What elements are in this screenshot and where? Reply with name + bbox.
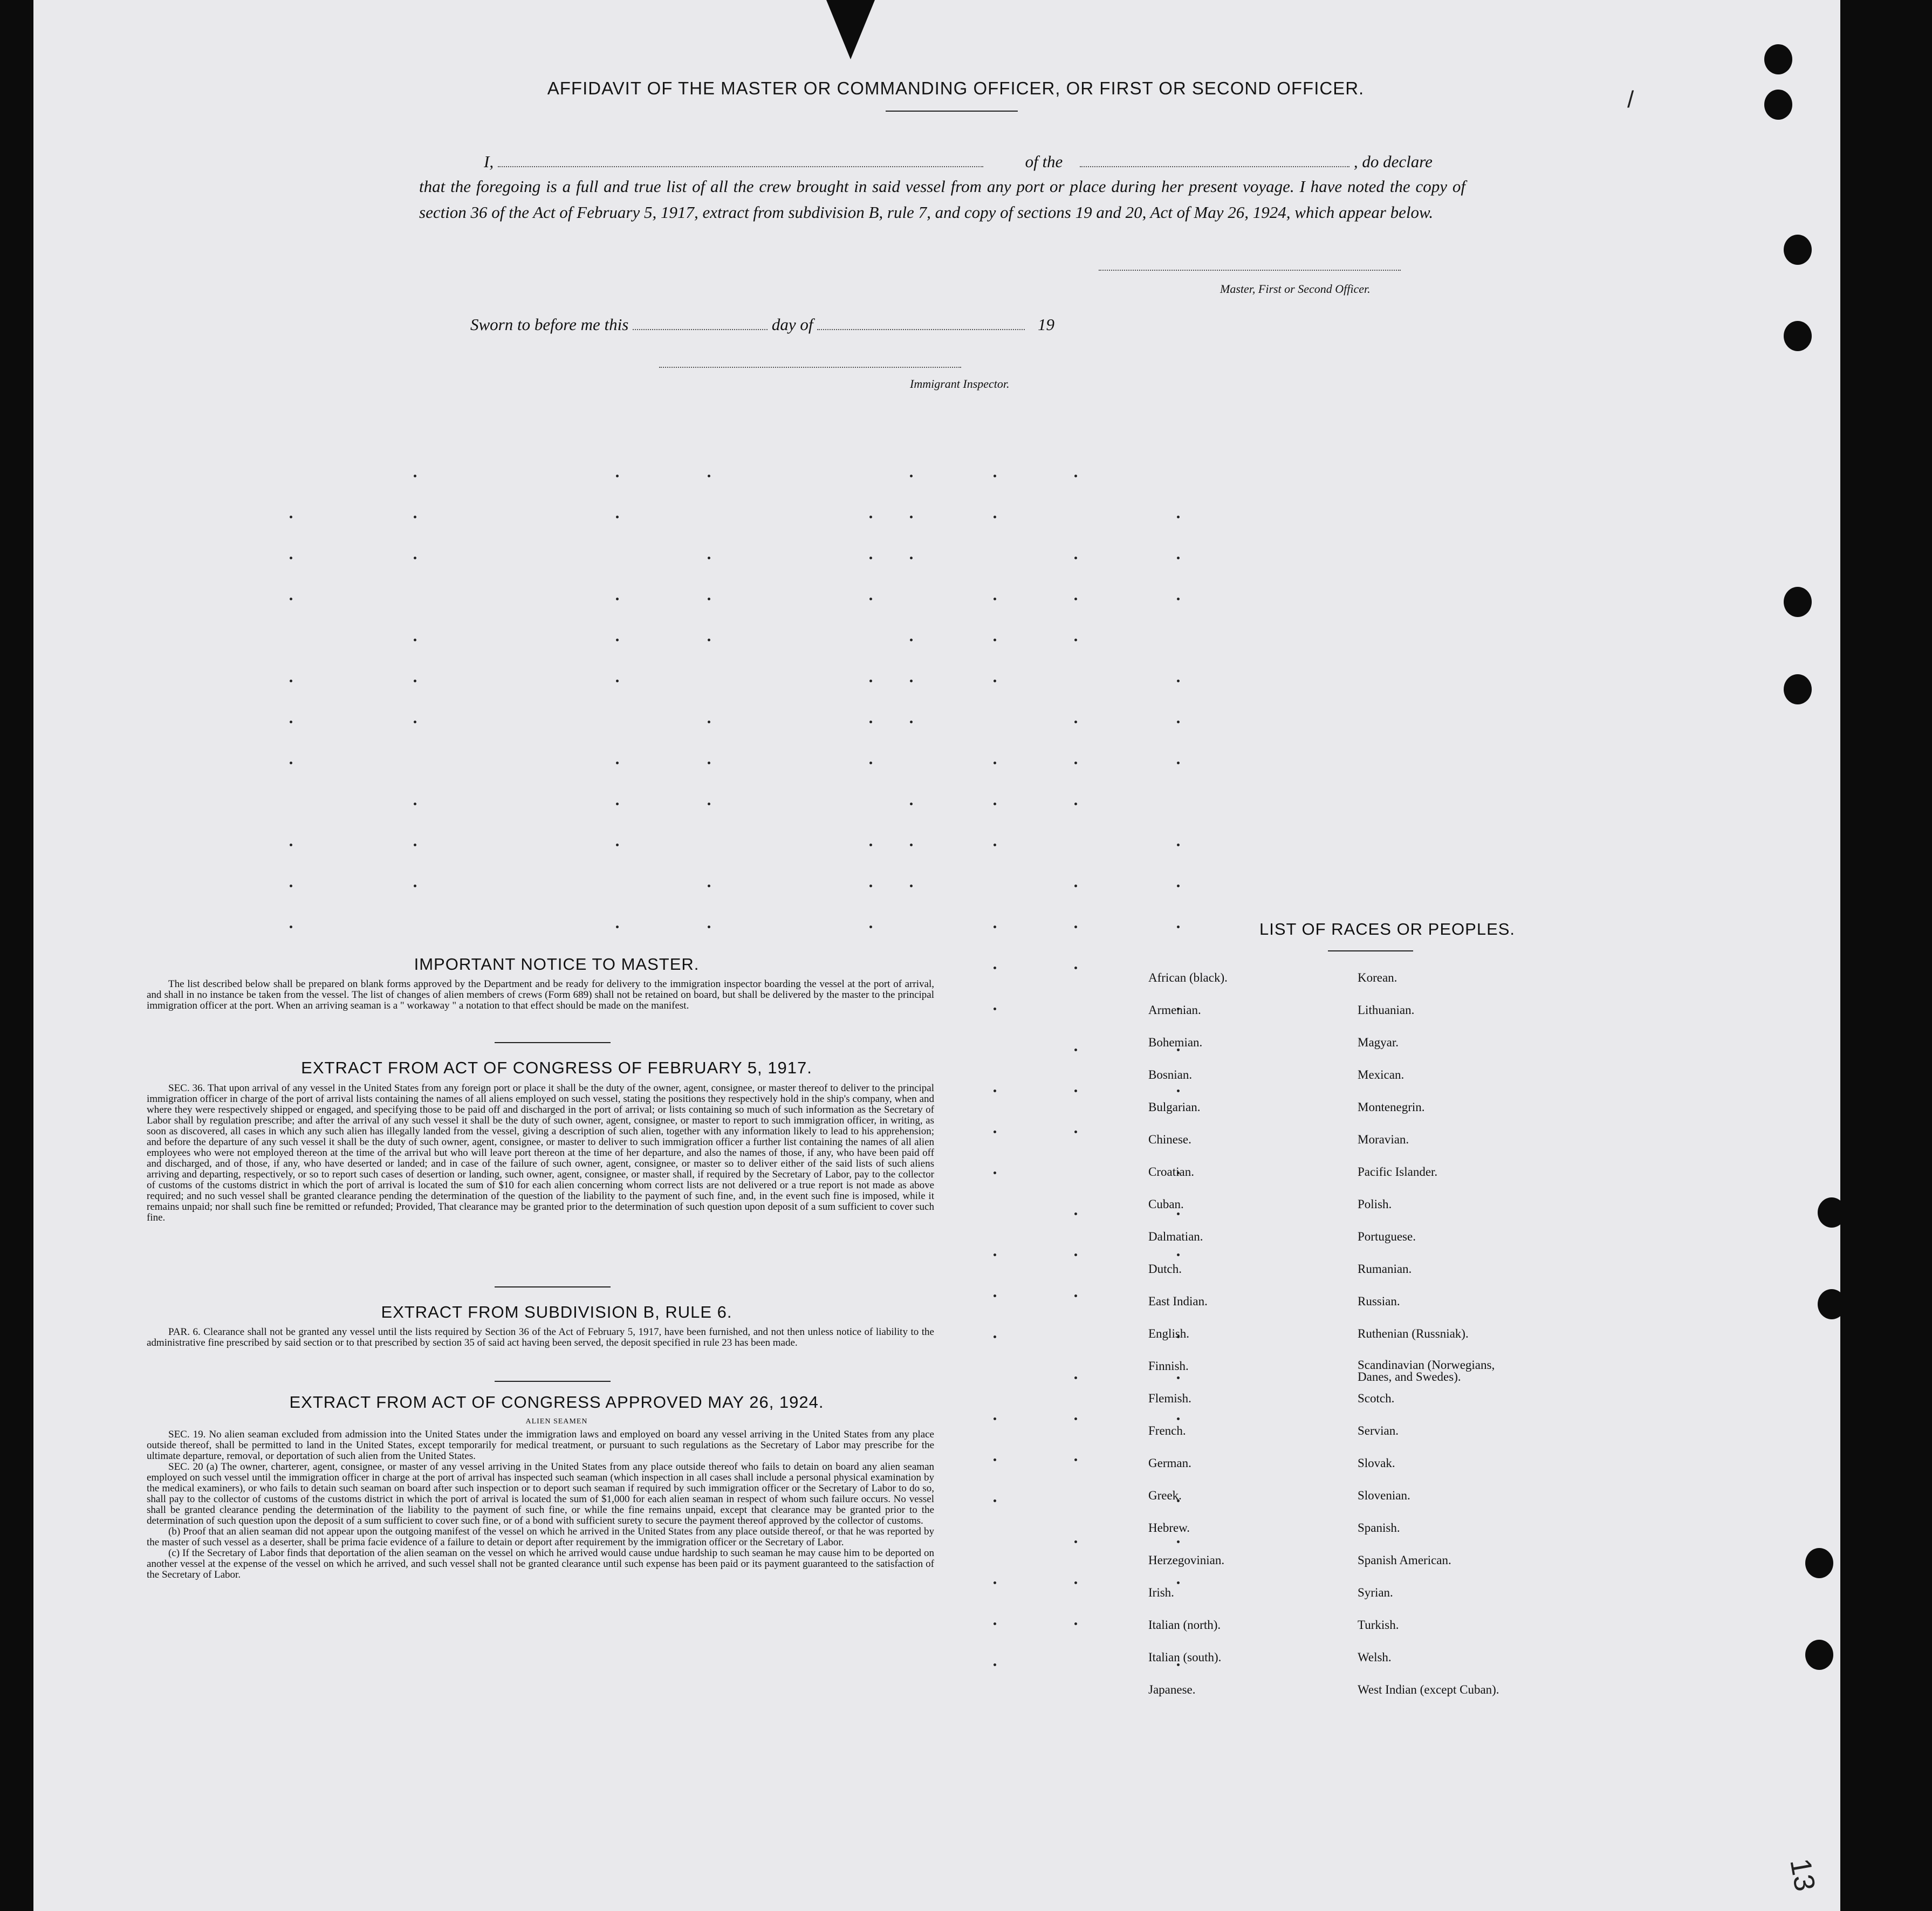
speck [1074, 1131, 1077, 1133]
race-item: English. [1148, 1327, 1190, 1340]
speck [414, 639, 416, 641]
speck [1177, 762, 1180, 764]
race-item: Hebrew. [1148, 1521, 1190, 1535]
sec-19-text: SEC. 19. No alien seaman excluded from admission into the United States under the immigration laws and employed on board any vessel arriving in the United States from any place outside thereof, shall be permitted to land in the United States, except temporarily for medical treatment, or pursuant to such regulations as the Secretary of Labor may prescribe for the ultimate departure, removal, or deportation of such alien from the United States. [147, 1429, 934, 1462]
speck [994, 1499, 996, 1502]
race-item: Herzegovinian. [1148, 1553, 1225, 1567]
day-blank[interactable] [633, 315, 768, 330]
race-item: Moravian. [1358, 1133, 1409, 1146]
speck [1074, 1376, 1077, 1379]
speck [869, 721, 872, 723]
subdivision-divider [495, 1381, 611, 1382]
punch-hole [1805, 1548, 1833, 1578]
race-item: Portuguese. [1358, 1230, 1416, 1243]
subdivision-title: EXTRACT FROM SUBDIVISION B, RULE 6. [381, 1303, 732, 1321]
speck [1177, 557, 1180, 559]
speck [290, 598, 292, 600]
race-item: Syrian. [1358, 1586, 1393, 1599]
speck [1177, 1254, 1180, 1256]
race-item: French. [1148, 1424, 1186, 1437]
race-item: Bosnian. [1148, 1068, 1193, 1081]
speck [414, 516, 416, 518]
race-item: Servian. [1358, 1424, 1399, 1437]
speck [994, 1254, 996, 1256]
speck [994, 598, 996, 600]
speck [869, 762, 872, 764]
extract-1917-divider [495, 1286, 611, 1287]
speck [1177, 926, 1180, 928]
speck [414, 721, 416, 723]
punch-hole [1784, 674, 1812, 704]
race-item: Scotch. [1358, 1392, 1395, 1405]
race-item: Dalmatian. [1148, 1230, 1203, 1243]
speck [1074, 967, 1077, 969]
speck [994, 1622, 996, 1625]
sec-20c-text: (c) If the Secretary of Labor finds that deportation of the alien seaman on the vessel on which he arrived would cause undue hardship to such seaman he may cause him to be deported on another vessel at the expense of the vessel on which he arrived, and such vessel shall not be granted clearance until such expense has been paid or its payment guaranteed to the satisfaction of the Secretary of Labor. [147, 1547, 934, 1580]
subdivision-text: PAR. 6. Clearance shall not be granted any vessel until the lists required by Section 36 of the Act of February 5, 1917, have been furnished, and not then unless notice of liability to the administrative fine prescribed by said section or to that prescribed by section 35 of said act having been served, the deposit specified in rule 23 has been made. [147, 1326, 934, 1348]
sworn-day: day of [771, 315, 813, 334]
speck [290, 885, 292, 887]
speck [616, 844, 619, 846]
speck [910, 557, 913, 559]
speck [290, 762, 292, 764]
speck [910, 885, 913, 887]
speck [290, 516, 292, 518]
speck [994, 1294, 996, 1297]
extract-1924-subtitle: ALIEN SEAMEN [525, 1417, 588, 1426]
race-item: Italian (north). [1148, 1618, 1221, 1632]
vessel-blank[interactable] [1080, 152, 1349, 167]
speck [616, 803, 619, 805]
speck [414, 844, 416, 846]
speck [1074, 1254, 1077, 1256]
speck [414, 885, 416, 887]
speck [994, 967, 996, 969]
affidavit-declare-line [484, 149, 1482, 175]
race-item: Rumanian. [1358, 1262, 1412, 1276]
race-item: Croatian. [1148, 1165, 1194, 1179]
speck [994, 1663, 996, 1666]
speck [994, 516, 996, 518]
speck [994, 639, 996, 641]
speck [708, 803, 710, 805]
speck [414, 557, 416, 559]
speck [994, 1458, 996, 1461]
speck [290, 557, 292, 559]
of-the-label: of the [1025, 152, 1063, 171]
speck [994, 680, 996, 682]
affidavit-title: AFFIDAVIT OF THE MASTER OR COMMANDING OFFICER, OR FIRST OR SECOND OFFICER. [547, 78, 1365, 98]
speck [414, 803, 416, 805]
speck [1074, 598, 1077, 600]
speck [708, 557, 710, 559]
race-item: German. [1148, 1456, 1191, 1470]
speck [910, 721, 913, 723]
race-item: Japanese. [1148, 1683, 1196, 1696]
speck [616, 680, 619, 682]
race-item: Slovenian. [1358, 1489, 1410, 1502]
speck [708, 598, 710, 600]
speck [994, 803, 996, 805]
race-item: Lithuanian. [1358, 1003, 1415, 1017]
speck [994, 926, 996, 928]
race-item: Russian. [1358, 1294, 1400, 1308]
speck [290, 844, 292, 846]
handwritten-mark: / [1627, 86, 1634, 113]
race-item: West Indian (except Cuban). [1358, 1683, 1499, 1696]
sec-20b-text: (b) Proof that an alien seaman did not appear upon the outgoing manifest of the vessel on which he arrived in the United States from any place outside thereof, or that he was reported by the master of such vessel as a deserter, shall be prima facie evidence of a failure to detain or deport after requirement by the immigration officer or the Secretary of Labor. [147, 1526, 934, 1548]
speck [290, 721, 292, 723]
race-item: Dutch. [1148, 1262, 1182, 1276]
speck [869, 516, 872, 518]
speck [994, 1417, 996, 1420]
speck [994, 1131, 996, 1133]
speck [1177, 721, 1180, 723]
speck [1074, 557, 1077, 559]
speck [708, 721, 710, 723]
speck [910, 516, 913, 518]
race-item: Turkish. [1358, 1618, 1399, 1632]
speck [1074, 1090, 1077, 1092]
speck [1177, 516, 1180, 518]
speck [994, 475, 996, 477]
declare-label: , do declare [1353, 152, 1433, 171]
speck [616, 639, 619, 641]
race-item: Cuban. [1148, 1197, 1184, 1211]
speck [1074, 1458, 1077, 1461]
master-signature-blank[interactable] [1099, 270, 1401, 271]
punch-hole [1764, 90, 1792, 120]
speck [1177, 680, 1180, 682]
speck [994, 1581, 996, 1584]
speck [869, 926, 872, 928]
speck [1177, 1417, 1180, 1420]
speck [414, 475, 416, 477]
race-item: Greek. [1148, 1489, 1182, 1502]
speck [290, 926, 292, 928]
race-item: Mexican. [1358, 1068, 1405, 1081]
punch-hole [1784, 587, 1812, 617]
speck [616, 516, 619, 518]
extract-1917-text: SEC. 36. That upon arrival of any vessel in the United States from any foreign port or place it shall be the duty of the owner, agent, consignee, or master thereof to deliver to the principal immigration officer in charge of the port of arrival lists containing the names of all aliens employed on such vessel, stating the positions they respectively hold in the ship's company, when and where they were respectively shipped or engaged, and specifying those to be paid off and discharged in the port of arrival; or lists containing so much of such information as the Secretary of Labor shall by regulation prescribe; and after the arrival of any such vessel it shall be the duty of such owner, agent, consignee, or master to report to such immigration officer, in writing, as soon as discovered, all cases in which any such alien has illegally landed from the vessel, giving a description of such alien, together with any information likely to lead to his apprehension; and before the departure of any such vessel it shall be the duty of such owner, agent, consignee, or master to deliver to such immigration officer a further list containing the names of all alien employees who were not employed thereon at the time of the arrival but who will leave port thereon at the time of her departure, and also the names of those, if any, who have been paid off and discharged, and of those, if any, who have deserted or landed; and in case of the failure of such owner, agent, consignee, or master so to deliver either of the said lists of such aliens arriving and departing, respectively, or so to report such cases of desertion or landing, such owner, agent, consignee, or master shall, if required by the Secretary of Labor, pay to the collector of customs of the customs district in which the port of arrival is located the sum of $10 for each alien concerning whom correct lists are not delivered or a true report is not made as above required; and no such vessel shall be granted clearance pending the determination of the question of the liability to the payment of such fine, and, in the event such fine is imposed, while it remains unpaid; nor shall such fine be remitted or refunded; Provided, That clearance may be granted prior to the determination of such question upon deposit of a sum sufficient to cover such fine. [147, 1083, 934, 1223]
speck [708, 885, 710, 887]
handwritten-page-number: 13 [1784, 1856, 1821, 1894]
speck [290, 680, 292, 682]
speck [869, 557, 872, 559]
punch-hole [1818, 1197, 1840, 1228]
speck [616, 475, 619, 477]
race-item: Slovak. [1358, 1456, 1395, 1470]
race-item: Chinese. [1148, 1133, 1191, 1146]
race-item: Korean. [1358, 971, 1397, 984]
race-item: Bohemian. [1148, 1036, 1203, 1049]
speck [1074, 926, 1077, 928]
race-item: Ruthenian (Russniak). [1358, 1327, 1469, 1340]
i-label: I, [484, 152, 494, 171]
extract-1924-body [147, 1429, 934, 1580]
speck [994, 844, 996, 846]
master-signature-label: Master, First or Second Officer. [1220, 282, 1371, 296]
races-title: LIST OF RACES OR PEOPLES. [1259, 920, 1516, 939]
page-notch [826, 0, 875, 59]
sworn-year: 19 [1037, 315, 1054, 334]
punch-hole [1764, 44, 1792, 74]
speck [1074, 762, 1077, 764]
speck [1177, 885, 1180, 887]
inspector-label: Immigrant Inspector. [910, 377, 1010, 391]
name-blank[interactable] [498, 152, 983, 167]
notice-title: IMPORTANT NOTICE TO MASTER. [414, 955, 700, 974]
title-underline [886, 111, 1018, 112]
speck [708, 926, 710, 928]
speck [1177, 1090, 1180, 1092]
inspector-signature-blank[interactable] [659, 367, 961, 368]
sworn-line [470, 312, 1054, 338]
punch-hole [1805, 1640, 1833, 1670]
race-item: Welsh. [1358, 1650, 1392, 1664]
speck [616, 926, 619, 928]
sec-20a-text: SEC. 20 (a) The owner, charterer, agent, consignee, or master of any vessel arriving in the United States from any place outside thereof who fails to detain on board any alien seaman employed on such vessel until the immigration officer in charge at the port of arrival has inspected such seaman (which inspection in all cases shall include a personal physical examination by the medical examiners), or who fails to detain such seaman on board after such inspection or to deport such seaman if required by such immigration officer or the Secretary of Labor to do so, shall pay to the collector of customs of the customs district in which the port of arrival is located the sum of $1,000 for each alien seaman in respect of whom such failure occurs. No vessel shall be granted clearance pending the determination of the liability to the payment of such fine, or while the fine remains unpaid, except that clearance may be granted prior to the determination of such question upon the deposit of a sum sufficient to cover such fine, or of a bond with sufficient surety to secure the payment thereof approved by the collector of customs. [147, 1461, 934, 1526]
race-item: Polish. [1358, 1197, 1392, 1211]
speck [869, 885, 872, 887]
race-item: Bulgarian. [1148, 1100, 1201, 1114]
race-item: Flemish. [1148, 1392, 1191, 1405]
speck [994, 1335, 996, 1338]
speck [616, 598, 619, 600]
speck [1074, 1213, 1077, 1215]
speck [414, 680, 416, 682]
notice-divider [495, 1042, 611, 1043]
speck [1074, 1581, 1077, 1584]
speck [1074, 1049, 1077, 1051]
race-item: Magyar. [1358, 1036, 1399, 1049]
punch-hole [1784, 235, 1812, 265]
punch-hole [1818, 1289, 1840, 1319]
speck [869, 844, 872, 846]
speck [910, 475, 913, 477]
notice-text: The list described below shall be prepared on blank forms approved by the Department and be ready for delivery to the immigration inspector boarding the vessel at the port of arrival, and shall in no instance be taken from the vessel. The list of changes of alien members of crews (Form 689) shall not be retained on board, but shall be delivered by the master to the principal immigration officer at the port. When an arriving seaman is a " workaway " a notation to that effect should be made on the manifest. [147, 978, 934, 1011]
speck [1074, 1294, 1077, 1297]
race-item: Scandinavian (Norwegians, Danes, and Swedes). [1358, 1358, 1495, 1383]
race-item: Montenegrin. [1358, 1100, 1425, 1114]
speck [1074, 803, 1077, 805]
speck [1074, 1540, 1077, 1543]
speck [1177, 598, 1180, 600]
race-item: Spanish. [1358, 1521, 1400, 1535]
race-item: Italian (south). [1148, 1650, 1222, 1664]
race-item: Armenian. [1148, 1003, 1201, 1017]
speck [1177, 1213, 1180, 1215]
speck [616, 762, 619, 764]
speck [708, 762, 710, 764]
document-page [33, 0, 1840, 1911]
race-item: Irish. [1148, 1586, 1174, 1599]
speck [869, 598, 872, 600]
race-item: Pacific Islander. [1358, 1165, 1438, 1179]
affidavit-body: that the foregoing is a full and true list of all the crew brought in said vessel from any port or place during her present voyage. I have noted the copy of section 36 of the Act of February 5, 1917, extract from subdivision B, rule 7, and copy of sections 19 and 20, Act of May 26, 1924, which appear below. [419, 177, 1465, 222]
speck [910, 680, 913, 682]
speck [994, 1172, 996, 1174]
race-item: East Indian. [1148, 1294, 1208, 1308]
speck [910, 639, 913, 641]
speck [1074, 1622, 1077, 1625]
speck [1074, 475, 1077, 477]
speck [1074, 1417, 1077, 1420]
punch-hole [1784, 321, 1812, 351]
extract-1917-title: EXTRACT FROM ACT OF CONGRESS OF FEBRUARY 5, 1917. [301, 1058, 812, 1077]
month-blank[interactable] [817, 315, 1025, 330]
speck [1177, 844, 1180, 846]
speck [1177, 1376, 1180, 1379]
speck [994, 1008, 996, 1010]
speck [1177, 1581, 1180, 1584]
speck [910, 803, 913, 805]
race-item: Finnish. [1148, 1359, 1189, 1373]
speck [1074, 721, 1077, 723]
extract-1924-title: EXTRACT FROM ACT OF CONGRESS APPROVED MAY 26, 1924. [289, 1393, 824, 1412]
race-item: African (black). [1148, 971, 1228, 984]
speck [994, 1090, 996, 1092]
speck [1074, 639, 1077, 641]
speck [910, 844, 913, 846]
speck [708, 639, 710, 641]
speck [708, 475, 710, 477]
sworn-prefix: Sworn to before me this [470, 315, 629, 334]
speck [1177, 1540, 1180, 1543]
speck [1074, 885, 1077, 887]
speck [869, 680, 872, 682]
race-item: Spanish American. [1358, 1553, 1451, 1567]
speck [994, 762, 996, 764]
races-underline [1328, 950, 1413, 951]
